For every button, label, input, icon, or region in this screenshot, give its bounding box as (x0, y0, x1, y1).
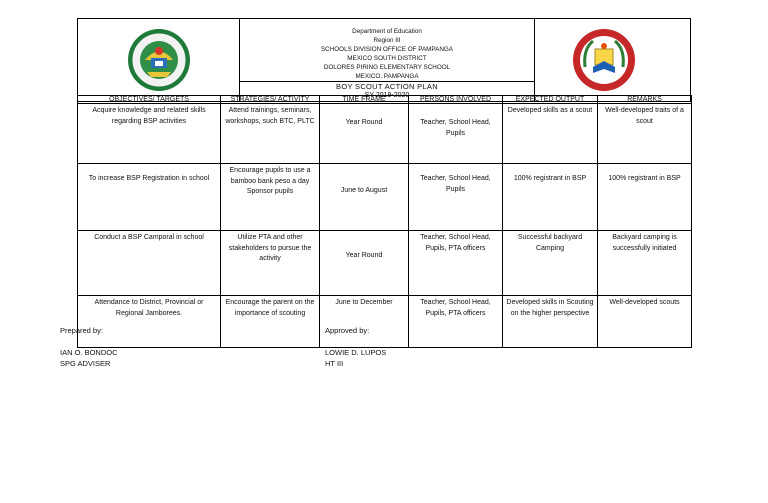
table-cell: Encourage pupils to use a bamboo bank peso a day Sponsor pupils (221, 164, 320, 231)
table-header-row (78, 96, 692, 104)
table-row (78, 104, 692, 164)
header-title-cell (240, 19, 534, 102)
column-header: REMARKS (598, 96, 692, 104)
table-cell: Acquire knowledge and related skills regarding BSP activities (78, 104, 221, 164)
approved-by-name: LOWIE D. LUPOS (325, 348, 387, 357)
action-plan-table (77, 95, 692, 348)
approved-by-label: Approved by: (325, 326, 370, 335)
table-cell: Conduct a BSP Camporal in school (78, 231, 221, 296)
table-cell: Backyard camping is successfully initiated (598, 231, 692, 296)
right-logo-cell (534, 19, 690, 102)
table-cell: Year Round (320, 231, 409, 296)
org-line: MEXICO SOUTH DISTRICT (347, 55, 427, 62)
school-seal-icon (571, 27, 637, 93)
plan-title: BOY SCOUT ACTION PLAN (240, 81, 534, 92)
column-header: STRATEGIES/ ACTIVITY (221, 96, 320, 104)
table-cell: June to December (320, 296, 409, 348)
table-row (78, 164, 692, 231)
school-year: SY 2019-2020 (364, 92, 410, 99)
approved-by-title: HT III (325, 359, 344, 368)
org-line: Region III (373, 37, 401, 44)
column-header: TIME FRAME (320, 96, 409, 104)
table-cell: Utilize PTA and other stakeholders to pursue the activity (221, 231, 320, 296)
table-cell: Well-developed traits of a scout (598, 104, 692, 164)
column-header: PERSONS INVOLVED (409, 96, 503, 104)
table-cell: 100% registrant in BSP (598, 164, 692, 231)
table-cell: To increase BSP Registration in school (78, 164, 221, 231)
table-cell: Attendance to District, Provincial or Regional Jamborees. (78, 296, 221, 348)
table-cell: Attend trainings, seminars, workshops, such BTC, PLTC (221, 104, 320, 164)
approved-by-block (325, 325, 386, 369)
table-cell: Well-developed scouts (598, 296, 692, 348)
table-cell: 100% registrant in BSP (503, 164, 598, 231)
org-line: MEXICO, PAMPANGA (355, 73, 419, 80)
table-cell: Developed skills as a scout (503, 104, 598, 164)
table-cell: Teacher, School Head, Pupils (409, 104, 503, 164)
table-cell: June to August (320, 164, 409, 231)
table-cell: Teacher, School Head, Pupils, PTA officers (409, 296, 503, 348)
prepared-by-title: SPG ADVISER (60, 359, 111, 368)
prepared-by-label: Prepared by: (60, 326, 103, 335)
table-cell: Successful backyard Camping (503, 231, 598, 296)
table-cell: Year Round (320, 104, 409, 164)
table-cell: Teacher, School Head, Pupils, PTA officers (409, 231, 503, 296)
column-header: EXPECTED OUTPUT (503, 96, 598, 104)
column-header: OBJECTIVES/ TARGETS (78, 96, 221, 104)
org-line: DOLORES PIRING ELEMENTARY SCHOOL (323, 64, 451, 71)
table-row (78, 231, 692, 296)
table-cell: Developed skills in Scouting on the higher perspective (503, 296, 598, 348)
left-logo-cell (78, 19, 240, 102)
organization-lines (240, 27, 534, 81)
org-line: Department of Education (352, 28, 422, 35)
prepared-by-name: IAN O. BONDOC (60, 348, 118, 357)
deped-seal-icon (123, 27, 195, 93)
table-cell: Encourage the parent on the importance of scouting (221, 296, 320, 348)
table-cell: Teacher, School Head, Pupils (409, 164, 503, 231)
document-header (77, 18, 691, 102)
org-line: SCHOOLS DIVISION OFFICE OF PAMPANGA (320, 46, 454, 53)
prepared-by-block (60, 325, 118, 369)
